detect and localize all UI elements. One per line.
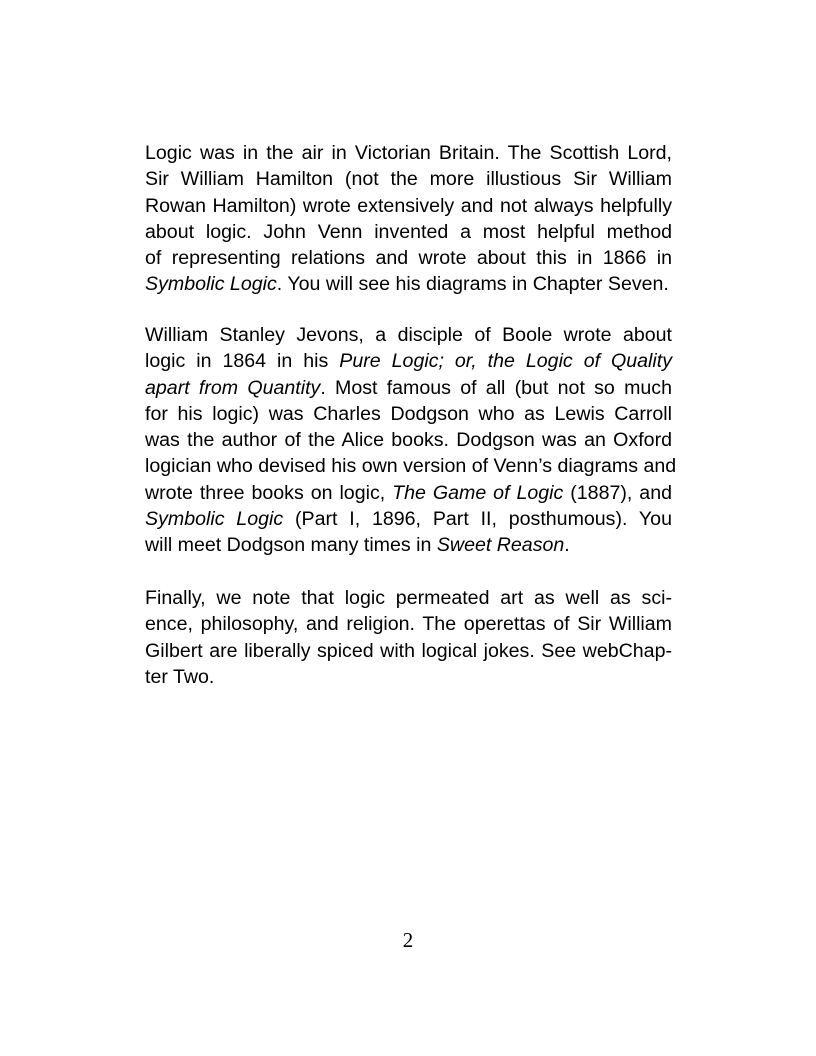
italic-title-text: Symbolic Logic — [145, 273, 277, 296]
text-line — [145, 611, 672, 637]
italic-title-text: Sweet Reason — [436, 534, 565, 557]
text-run: . Most famous of all (but not so much — [320, 376, 672, 399]
text-run: (1887), and — [563, 481, 672, 504]
text-line — [145, 219, 672, 245]
italic-title-text: apart from Quantity — [145, 376, 321, 399]
text-run: Logic was in the air in Victorian Britain. The Scottish Lord, — [145, 142, 672, 164]
text-run: wrote three books on logic, — [145, 481, 393, 504]
text-run: . You will see his diagrams in Chapter Seven. — [276, 273, 669, 296]
text-line — [145, 638, 672, 664]
paragraph-logic-in-art — [145, 585, 672, 690]
text-line — [145, 480, 672, 506]
text-run: ter Two. — [145, 665, 215, 688]
text-line — [145, 166, 672, 192]
text-line — [145, 271, 672, 297]
text-run: will meet Dodgson many times in — [145, 534, 437, 557]
text-line — [145, 193, 672, 219]
text-line — [145, 427, 672, 453]
text-line — [145, 322, 672, 348]
text-run: for his logic) was Charles Dodgson who as Lewis Carroll — [145, 402, 672, 425]
text-run: ence, philosophy, and religion. The operettas of Sir William — [145, 613, 672, 636]
text-line — [145, 453, 677, 479]
text-run: . — [564, 534, 570, 557]
text-line — [145, 348, 672, 374]
text-run: of representing relations and wrote about this in 1866 in — [145, 247, 672, 270]
text-run: about logic. John Venn invented a most helpful method — [145, 220, 672, 243]
text-run: Finally, we note that logic permeated art as well as sci- — [145, 587, 672, 609]
text-run: William Stanley Jevons, a disciple of Boole wrote about — [145, 324, 672, 346]
text-line — [145, 375, 672, 401]
text-line — [145, 140, 672, 166]
page-number: 2 — [402, 928, 414, 952]
paragraph-jevons-dodgson — [145, 322, 677, 559]
text-run: logician who devised his own version of Venn’s diagrams and — [145, 455, 677, 478]
text-run: Sir William Hamilton (not the more illustious Sir William — [145, 168, 672, 191]
italic-title-text: Pure Logic; or, the Logic of Quality — [339, 350, 672, 373]
italic-title-text: The Game of Logic — [392, 481, 564, 504]
text-run: Gilbert are liberally spiced with logical jokes. See webChap- — [145, 639, 672, 662]
text-run: logic in 1864 in his — [145, 350, 340, 373]
text-line — [145, 245, 672, 271]
text-line — [145, 664, 672, 690]
text-run: (Part I, 1896, Part II, posthumous). You — [283, 508, 672, 531]
text-run: was the author of the Alice books. Dodgson was an Oxford — [145, 429, 672, 452]
text-line — [145, 532, 672, 558]
paragraph-victorian-logic — [145, 140, 672, 298]
text-line — [145, 401, 672, 427]
text-line — [145, 585, 672, 611]
text-run: Rowan Hamilton) wrote extensively and not always helpfully — [145, 194, 672, 217]
italic-title-text: Symbolic Logic — [145, 508, 284, 531]
text-line — [145, 506, 672, 532]
